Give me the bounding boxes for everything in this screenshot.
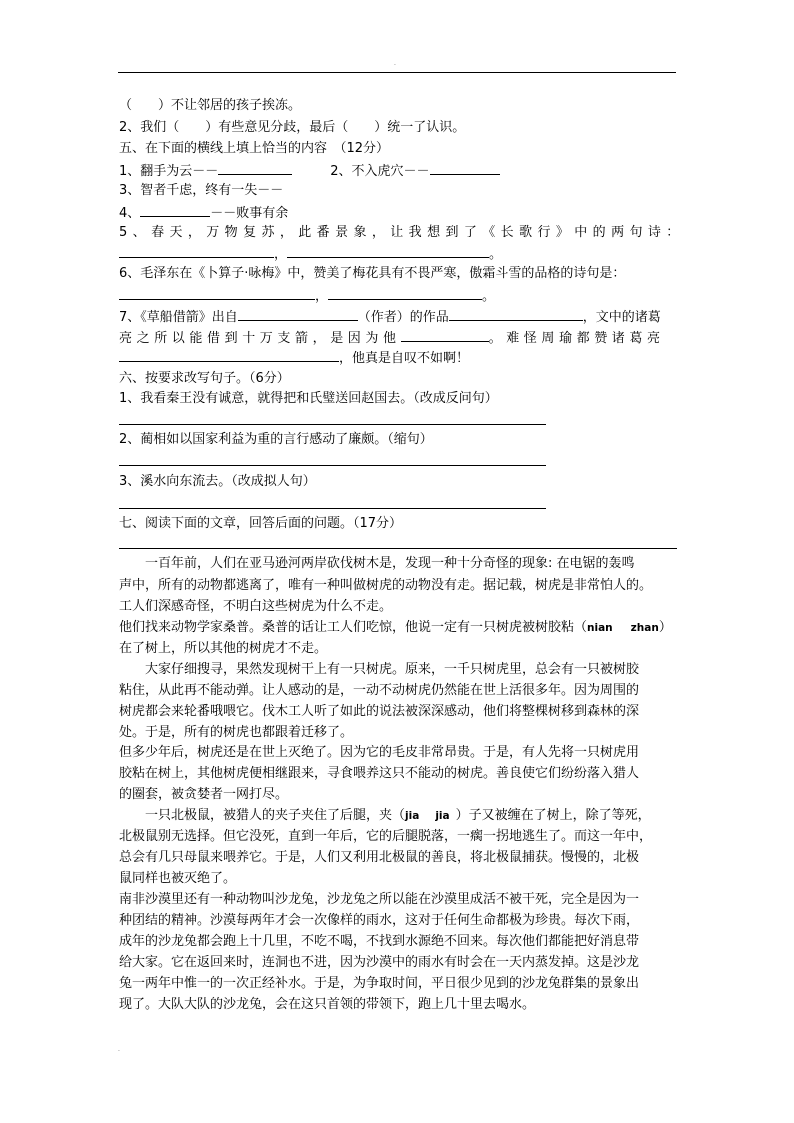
passage-line: 他们找来动物学家桑普。桑普的话让工人们吃惊，他说一定有一只树虎被树胶粘（nian zhan）	[119, 620, 672, 635]
passage-line: 但多少年后，树虎还是在世上灭绝了。因为它的毛皮非常昂贵。于是，有人先将一只树虎用	[119, 745, 640, 760]
section-title: 七、阅读下面的文章，回答后面的问题。（17分）	[119, 516, 403, 531]
blank-line[interactable]	[119, 349, 339, 362]
header-dot: .	[394, 60, 396, 67]
passage-line: 一百年前，人们在亚马逊河两岸砍伐树木是，发现一种十分奇怪的现象: 在电锯的轰鸣	[119, 556, 635, 571]
blank-line[interactable]	[238, 308, 358, 321]
question-line: 1、翻手为云－－ 2、不入虎穴－－	[119, 162, 500, 180]
blank-line[interactable]	[218, 162, 292, 175]
section-title: 五、在下面的横线上填上恰当的内容 （12分）	[119, 141, 390, 156]
passage-line: 处。于是，所有的树虎也都跟着迁移了。	[119, 725, 354, 740]
passage-line: 成年的沙龙兔都会跑上十几里，不吃不喝，不找到水源绝不回来。每次他们都能把好消息带	[119, 934, 640, 949]
question-line: ，他真是自叹不如啊！	[119, 349, 469, 367]
question-line: 7、《草船借箭》出自 （作者）的作品 ，文中的诸葛	[119, 310, 661, 325]
blank-line[interactable]	[328, 287, 482, 300]
passage-line: 总会有几只母鼠来喂养它。于是，人们又利用北极鼠的善良，将北极鼠捕获。慢慢的，北极	[119, 850, 640, 865]
passage-line: 树虎都会来轮番哦喂它。伐木工人听了如此的说法被深深感动，他们将整棵树移到森林的深	[119, 704, 640, 719]
footer-dot: .	[118, 1046, 120, 1053]
question-line: 5、春天，万物复苏，此番景象，让我想到了《长歌行》中的两句诗：	[119, 225, 685, 240]
passage-line: 兔一两年中惟一的一次正经补水。于是，为争取时间，平日很少见到的沙龙兔群集的景象出	[119, 976, 640, 991]
passage-line: 北极鼠别无选择。但它没死，直到一年后，它的后腿脱落，一瘸一拐地逃生了。而这一年中，	[119, 829, 653, 844]
question-line: 3、溪水向东流去。（改成拟人句）	[119, 474, 316, 489]
section-rule	[119, 548, 677, 549]
blank-line[interactable]	[119, 287, 315, 300]
question-line: （ ）不让邻居的孩子挨冻。	[119, 98, 302, 113]
question-line: 1、我看秦王没有诚意，就得把和氏璧送回赵国去。（改成反问句）	[119, 391, 498, 406]
passage-line: 的圈套，被贪婪者一网打尽。	[119, 787, 289, 802]
header-rule	[118, 72, 676, 73]
passage-line: 给大家。它在返回来时，连洞也不进，因为沙漠中的雨水有时会在一天内蒸发掉。这是沙龙	[119, 955, 640, 970]
answer-line[interactable]	[119, 465, 546, 466]
blank-line[interactable]	[449, 308, 583, 321]
section-title: 六、按要求改写句子。（6分）	[119, 371, 290, 386]
passage-line: 现了。大队大队的沙龙兔，会在这只首领的带领下，跑上几十里去喝水。	[119, 997, 536, 1012]
passage-line: 声中，所有的动物都逃离了，唯有一种叫做树虎的动物没有走。据记载，树虎是非常怕人的。	[119, 578, 653, 593]
blank-line[interactable]	[287, 245, 489, 258]
question-line: 亮之所以能借到十万支箭，是因为他 。难怪周瑜都赞诸葛亮	[119, 331, 665, 346]
answer-line[interactable]	[119, 424, 546, 425]
passage-line: 一只北极鼠，被猎人的夹子夹住了后腿，夹（jia jia ）子又被缠在了树上，除了等死，	[119, 808, 651, 823]
question-line: 4、 －－败事有余	[119, 206, 289, 221]
blank-line[interactable]	[119, 245, 274, 258]
passage-line: 大家仔细搜寻，果然发现树干上有一只树虎。原来，一千只树虎里，总会有一只被树胶	[119, 662, 640, 677]
blank-line[interactable]	[430, 162, 500, 175]
passage-line: 南非沙漠里还有一种动物叫沙龙兔，沙龙兔之所以能在沙漠里成活不被干死，完全是因为一	[119, 892, 640, 907]
passage-line: 在了树上，所以其他的树虎才不走。	[119, 641, 328, 656]
blank-line[interactable]	[140, 204, 210, 217]
passage-line: 胶粘在树上，其他树虎便相继跟来，寻食喂养这只不能动的树虎。善良使它们纷纷落入猎人	[119, 766, 640, 781]
question-line: 6、毛泽东在《卜算子·咏梅》中，赞美了梅花具有不畏严寒，傲霜斗雪的品格的诗句是：	[119, 266, 626, 281]
question-line: 3、智者千虑，终有一失－－	[119, 183, 284, 198]
passage-line: 粘住，从此再不能动弹。让人感动的是，一动不动树虎仍然能在世上活很多年。因为周围的	[119, 683, 640, 698]
answer-row: ， 。	[119, 287, 495, 305]
answer-line[interactable]	[119, 508, 546, 509]
answer-row: ， 。	[119, 245, 502, 263]
passage-line: 工人们深感奇怪，不明白这些树虎为什么不走。	[119, 599, 393, 614]
passage-line: 种团结的精神。沙漠每两年才会一次像样的雨水，这对于任何生命都极为珍贵。每次下雨，	[119, 913, 640, 928]
blank-line[interactable]	[401, 329, 489, 342]
question-line: 2、我们（ ）有些意见分歧，最后（ ）统一了认识。	[119, 120, 466, 135]
question-line: 2、蔺相如以国家利益为重的言行感动了廉颇。（缩句）	[119, 432, 433, 447]
passage-line: 鼠同样也被灭绝了。	[119, 871, 237, 886]
